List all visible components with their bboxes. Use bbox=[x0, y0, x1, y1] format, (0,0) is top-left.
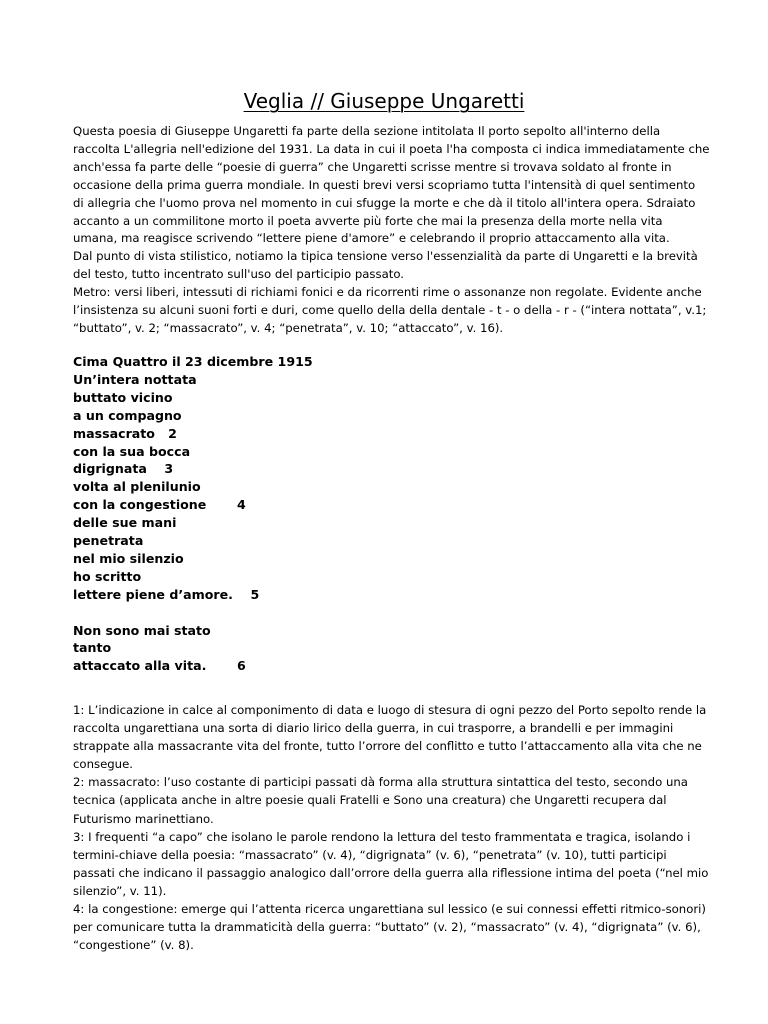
intro-line: Dal punto di vista stilistico, notiamo la tipica tensione verso l'essenzialità da parte di Ungaretti e la brevità bbox=[73, 249, 698, 264]
poem-line: penetrata bbox=[73, 533, 144, 549]
poem-line: Non sono mai stato bbox=[73, 622, 211, 638]
poem-line: con la congestione 4 bbox=[73, 497, 246, 513]
intro-line: umana, ma reagisce scrivendo “lettere piene d'amore” e celebrando il proprio attaccamento alla vita. bbox=[73, 231, 670, 246]
poem-line: buttato vicino bbox=[73, 389, 173, 405]
note-line: 4: la congestione: emerge qui l’attenta ricerca ungarettiana sul lessico (e sui connessi effetti ritmico-sonori) bbox=[73, 902, 706, 917]
note-line: raccolta ungarettiana una sorta di diario lirico della guerra, in cui trasporre, a brandelli e per immagini bbox=[73, 721, 674, 736]
intro-line: del testo, tutto incentrato sull'uso del participio passato. bbox=[73, 267, 405, 282]
intro-line: raccolta L'allegria nell'edizione del 1931. La data in cui il poeta l'ha composta ci indica immediatamente che bbox=[73, 141, 710, 156]
poem-line: tanto bbox=[73, 640, 112, 656]
note-line: 1: L’indicazione in calce al componimento di data e luogo di stesura di ogni pezzo del Porto sepolto rende la bbox=[73, 703, 707, 717]
intro-line: Metro: versi liberi, intessuti di richiami fonici e da ricorrenti rime o assonanze non regolate. Evidente anche bbox=[73, 285, 702, 300]
note-line: tecnica (applicata anche in altre poesie quali Fratelli e Sono una creatura) che Ungaretti recupera dal bbox=[73, 793, 667, 808]
note-line: “congestione” (v. 8). bbox=[73, 938, 194, 953]
intro-line: l’insistenza su alcuni suoni forti e duri, come quello della della dentale - t - o della - r - (“intera nottata”, v.1; bbox=[73, 303, 707, 318]
note-line: Futurismo marinettiano. bbox=[73, 811, 214, 826]
poem-line: nel mio silenzio bbox=[73, 550, 184, 566]
document-title: Veglia // Giuseppe Ungaretti bbox=[243, 89, 525, 113]
poem-line: lettere piene d’amore. 5 bbox=[73, 586, 260, 602]
poem-line: attaccato alla vita. 6 bbox=[73, 658, 246, 674]
intro-line: di allegria che l'uomo prova nel momento in cui sfugge la morte e che dà il titolo all'intera opera. Sdraiato bbox=[73, 195, 696, 210]
note-line: silenzio”, v. 11). bbox=[73, 883, 167, 898]
intro-line: anch'essa fa parte delle “poesie di guerra” che Ungaretti scrisse mentre si trovava soldato al fronte in bbox=[73, 159, 672, 174]
note-line: per comunicare tutta la drammaticità della guerra: “buttato” (v. 2), “massacrato” (v. 4), “digrignata” (v. 6), bbox=[73, 920, 701, 935]
intro-line: “buttato”, v. 2; “massacrato”, v. 4; “penetrata”, v. 10; “attaccato”, v. 16). bbox=[73, 320, 504, 335]
note-line: strappate alla massacrante vita del fronte, tutto l’orrore del conflitto e tutto l’attaccamento alla vita che ne bbox=[73, 739, 702, 754]
poem-text bbox=[73, 353, 473, 675]
poem-line: a un compagno bbox=[73, 407, 182, 423]
poem-line: delle sue mani bbox=[73, 515, 177, 531]
intro-paragraph bbox=[73, 123, 713, 338]
note-line: 2: massacrato: l’uso costante di participi passati dà forma alla struttura sintattica del testo, secondo una bbox=[73, 775, 688, 790]
poem-line: con la sua bocca bbox=[73, 443, 191, 459]
poem-line: volta al plenilunio bbox=[73, 479, 201, 495]
poem-line: digrignata 3 bbox=[73, 461, 174, 477]
stanza-gap bbox=[73, 604, 473, 622]
note-line: 3: I frequenti “a capo” che isolano le parole rendono la lettura del testo frammentata e tragica, isolando i bbox=[73, 829, 691, 844]
intro-line: Questa poesia di Giuseppe Ungaretti fa parte della sezione intitolata Il porto sepolto all'interno della bbox=[73, 124, 661, 138]
footnotes bbox=[73, 701, 713, 954]
intro-line: accanto a un commilitone morto il poeta avverte più forte che mai la presenza della morte nella vita bbox=[73, 213, 663, 228]
note-line: passati che indicano il passaggio analogico dall’orrore della guerra alla riflessione intima del poeta (“nel mio bbox=[73, 865, 709, 880]
intro-line: occasione della prima guerra mondiale. In questi brevi versi scopriamo tutta l'intensità di quel sentimento bbox=[73, 177, 696, 192]
poem-line: Un’intera nottata bbox=[73, 371, 197, 387]
note-line: termini-chiave della poesia: “massacrato” (v. 4), “digrignata” (v. 6), “penetrata” (v. 10), tutti participi bbox=[73, 847, 667, 862]
poem-line: ho scritto bbox=[73, 568, 142, 584]
note-line: consegue. bbox=[73, 757, 133, 772]
poem-line: massacrato 2 bbox=[73, 425, 177, 441]
poem-line: Cima Quattro il 23 dicembre 1915 bbox=[73, 354, 313, 369]
